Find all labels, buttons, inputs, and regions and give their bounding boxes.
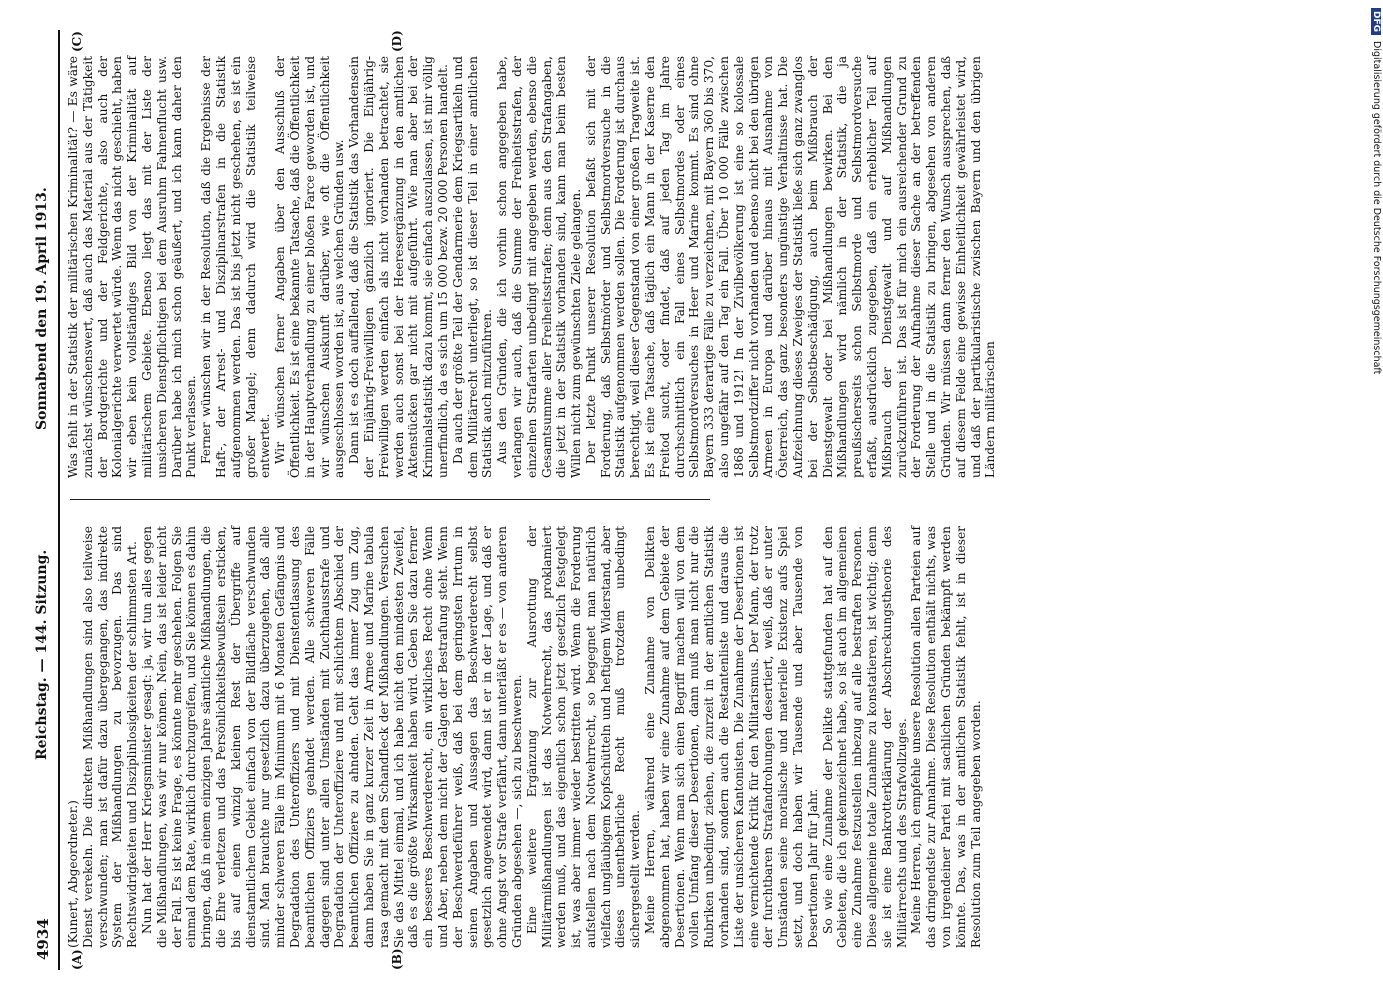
margin-mark-a: (A) bbox=[70, 949, 84, 970]
header-rule bbox=[58, 30, 60, 970]
paragraph: Wir wünschen ferner Angaben über den Ausschluß der Öffentlichkeit. Es ist eine bekannte Tatsache, daß die Öffentlichkeit in der Hauptverhandlung zu einer bloßen Farce geworden ist, und wir wünschen Auskunft darüber, wie oft die Öffentlichkeit ausgeschlossen worden ist, aus welchen Gründen usw. bbox=[273, 56, 347, 478]
paragraph: So wie eine Zunahme der Delikte stattgefunden hat auf den Gebieten, die ich gekennzeichnet habe, so ist auch im allgemeinen eine Zunahme festzustellen inbezug auf alle bestraften Personen. Diese allgemeine totale Zunahme zu konstatieren, ist wichtig; denn sie ist eine Bankrotterklärung der Abschreckungstheorie des Militärrechts und des Strafvollzuges. bbox=[820, 526, 909, 948]
paragraph: Der letzte Punkt unserer Resolution befaßt sich mit der Forderung, daß Selbstmörder und Selbstmordversuche in die Statistik aufgenommen werden sollen. Die Forderung ist durchaus berechtigt, weil dieser Gegenstand von einer großen Tragweite ist. Es ist eine Tatsache, daß täglich ein Mann in der Kaserne den Freitod sucht, oder findet, daß auf jeden Tag im Jahre durchschnittlich ein Fall eines Selbstmordes oder eines Selbstmordversuches in Heer und Marine kommt. Es sind ohne Bayern 333 derartige Fälle zu verzeichnen, mit Bayern 360 bis 370, also ungefähr auf den Tag ein Fall. Über 10 000 Fälle zwischen 1868 und 1912! In der Zivilbevölkerung ist eine so kolossale Selbstmordziffer nicht vorhanden und ebenso nicht bei den übrigen Armeen in Europa und darüber hinaus mit Ausnahme von Österreich, das ganz besonders ungünstige Verhältnisse hat. Die Aufzeichnung dieses Zweiges der Statistik ließe sich ganz zwanglos bei der Selbstbeschädigung, auch beim Mißbrauch der Dienstgewalt oder bei Mißhandlungen bewirken. Bei den Mißhandlungen wird nämlich in der Statistik, die ja preußischerseits schon Selbstmorde und Selbstmordversuche erfaßt, ausdrücklich zugegeben, daß ein erheblicher Teil auf Mißbrauch der Dienstgewalt und auf Mißhandlungen zurückzuführen ist. Das ist für mich ein ausreichender Grund zu der Forderung der Aufnahme dieser Sache an der betreffenden Stelle und in die Statistik zu bringen, abgesehen von anderen Gründen. Wir müssen dann ferner den Wunsch aussprechen, daß auf diesem Felde eine gewisse Einheitlichkeit gewährleistet wird, und daß der partikularistische zwischen Bayern und den übrigen Ländern militärischen bbox=[583, 56, 998, 478]
left-column bbox=[66, 526, 983, 948]
right-column bbox=[66, 56, 998, 478]
dfg-credit-strip bbox=[1366, 8, 1382, 998]
header-right-title: Sonnabend den 19. April 1913. bbox=[34, 187, 50, 430]
paragraph: Was fehlt in der Statistik der militärischen Kriminalität? — Es wäre zunächst wünschenswert, daß auch das Material aus der Tätigkeit der Bordgerichte und der Feldgerichte, also auch der Kolonialgerichte verwertet würde. Wenn das nicht geschieht, haben wir eben kein vollständiges Bild von der Kriminalität auf militärischem Gebiete. Ebenso liegt das mit der Liste der unsicheren Dienstpflichtigen bei dem Ausruhm Fahnenflucht usw. Darüber habe ich mich schon geäußert, und ich kann daher den Punkt verlassen. bbox=[66, 56, 199, 478]
dfg-logo: DFG bbox=[1371, 8, 1381, 35]
paragraph: Eine weitere Ergänzung zur Ausrottung der Militärmißhandlungen ist das Notwehrrecht, das proklamiert werden muß, und das eigentlich schon jetzt gesetzlich festgelegt ist, was aber immer wieder bestritten wird. Wenn die Forderung aufstellen nach dem Notwehrrecht, so begegnet man natürlich vielfach ungläubigem Kopfschütteln und heftigem Widerstand, aber dieses unentbehrliche Recht muß trotzdem unbedingt sichergestellt werden. bbox=[524, 526, 643, 948]
margin-mark-b: (B) bbox=[390, 948, 404, 970]
page-header bbox=[30, 30, 60, 970]
paragraph: Da auch der größte Teil der Gendarmerie dem Kriegsartikeln und dem Militärrecht unterliegt, so ist dieser Teil in einer amtlichen Statistik auch mitzuführen. bbox=[450, 56, 495, 478]
dfg-credit-text: Digitalisierung gefördert durch die Deutsche Forschungsgemeinschaft bbox=[1371, 41, 1382, 375]
paragraph: Dienst verekeln. Die direkten Mißhandlungen sind also teilweise verschwunden; man ist dafür dazu übergegangen, das indirekte System der Mißhandlungen zu bevorzugen. Das sind Rechtswidrigkeiten und Disziplinlosigkeiten der schlimmsten Art. bbox=[80, 526, 140, 948]
paragraph: Dann ist es doch auffallend, daß die Statistik das Vorhandensein der Einjährig-Freiwilligen gänzlich ignoriert. Die Einjährig-Freiwilligen werden einfach als nicht vorhanden betrachtet, sie werden auch sonst bei der Heeresergänzung in den amtlichen Aktenstücken gar nicht mit aufgeführt. Wie man aber bei der Kriminalstatistik dazu kommt, sie einfach auszulassen, ist mir völlig unerfindlich, da es sich um 15 000 bezw. 20 000 Personen handelt. bbox=[347, 56, 450, 478]
page-number: 4934 bbox=[34, 918, 52, 960]
rotated-page bbox=[30, 30, 1330, 970]
header-left-title: Reichstag. — 144. Sitzung. bbox=[34, 549, 50, 760]
paragraph: Meine Herren, ich empfehle unsere Resolution allen Parteien auf das dringendste zur Annahme. Diese Resolution enthält nichts, was von irgendeiner Partei mit sachlichen Gründen bekämpft werden könnte. Das, was in der amtlichen Statistik fehlt, ist in dieser Resolution zum Teil angegeben worden. bbox=[909, 526, 983, 948]
paragraph: Nun hat der Herr Kriegsminister gesagt: ja, wir tun alles gegen die Mißhandlungen, was wir nur können. Nein, das ist leider nicht der Fall. Es ist keine Frage, es könnte mehr geschehen. Folgen Sie einmal dem Rate, wirklich durchzugreifen, und Sie können es dahin bringen, daß in einem einzigen Jahre sämtliche Mißhandlungen, die die Ehre verletzen und das Persönlichkeitsbewußtsein ersticken, bis auf einen winzig kleinen Rest der Übergriffe auf dienstamtlichem Gebiet einfach von der Bildfläche verschwunden sind. Man brauchte nur gesetzlich dazu überzugehen, daß alle minder schweren Fälle im Minimum mit 6 Monaten Gefängnis und Degradation des Unteroffiziers und mit Dienstentlassung des beamtlichen Offiziers geahndet werden. Alle schweren Fälle dagegen sind unter allen Umständen mit Zuchthausstrafe und Degradation der Unteroffiziere und mit schlichtem Abschied der beamtlichen Offiziere zu ahnden. Geht das immer Zug um Zug, dann haben Sie in ganz kurzer Zeit in Armee und Marine tabula rasa gemacht mit dem Schandfleck der Mißhandlungen. Versuchen Sie das Mittel einmal, und ich habe nicht den mindesten Zweifel, daß es die größte Wirksamkeit haben wird. Geben Sie dazu ferner ein besseres Beschwerderecht, ein wirkliches Recht ohne Wenn und Aber, neben dem nicht der Galgen der Bestrafung steht. Wenn der Beschwerdeführer weiß, daß bei dem geringsten Irrtum in seinen Angaben und Aussagen das Beschwerderecht selbst gesetzlich angewendet wird, dann ist er in der Lage, und daß er ohne Angst vor Strafe verfährt, dann unterläßt er es — von anderen Gründen abgesehen —, sich zu beschweren. bbox=[139, 526, 524, 948]
margin-mark-c: (C) bbox=[70, 31, 84, 52]
paragraph: Meine Herren, während eine Zunahme von Delikten abgenommen hat, haben wir eine Zunahme auf dem Gebiete der Desertionen. Wenn man sich einen Begriff machen will von dem vollen Umfang dieser Desertionen, dann muß man nicht nur die Rubriken unbedingt ziehen, die zurzeit in der amtlichen Statistik vorhanden sind, sondern auch die Restantenliste und daraus die Liste der unsicheren Kantonisten. Die Zunahme der Desertionen ist eine vernichtende Kritik für den Militarismus. Der Mann, der trotz der furchtbaren Strafandrohungen desertiert, weiß, daß er unter Umständen seine moralische und materielle Existenz aufs Spiel setzt, und doch haben wir Tausende und aber Tausende von Desertionen Jahr für Jahr. bbox=[643, 526, 820, 948]
paragraph: Aus den Gründen, die ich vorhin schon angegeben habe, verlangen wir auch, daß die Summe der Freiheitsstrafen, der einzelnen Strafarten unbedingt mit angegeben werden, ebenso die Gesamtsumme aller Freiheitsstrafen; denn aus den Strafangaben, die jetzt in der Statistik vorhanden sind, kann man beim besten Willen nicht zum gewünschten Ziele gelangen. bbox=[495, 56, 584, 478]
speaker-label: (Kunert, Abgeordneter.) bbox=[66, 800, 80, 948]
margin-mark-d: (D) bbox=[390, 30, 404, 52]
paragraph: Ferner wünschen wir in der Resolution, daß die Ergebnisse der Haft-, der Arrest- und Disziplinarstrafen in die Statistik aufgenommen werden. Das ist bis jetzt nicht geschehen, es ist ein großer Mangel; denn dadurch wird die Statistik teilweise entwertet. bbox=[199, 56, 273, 478]
column-divider bbox=[70, 499, 710, 500]
